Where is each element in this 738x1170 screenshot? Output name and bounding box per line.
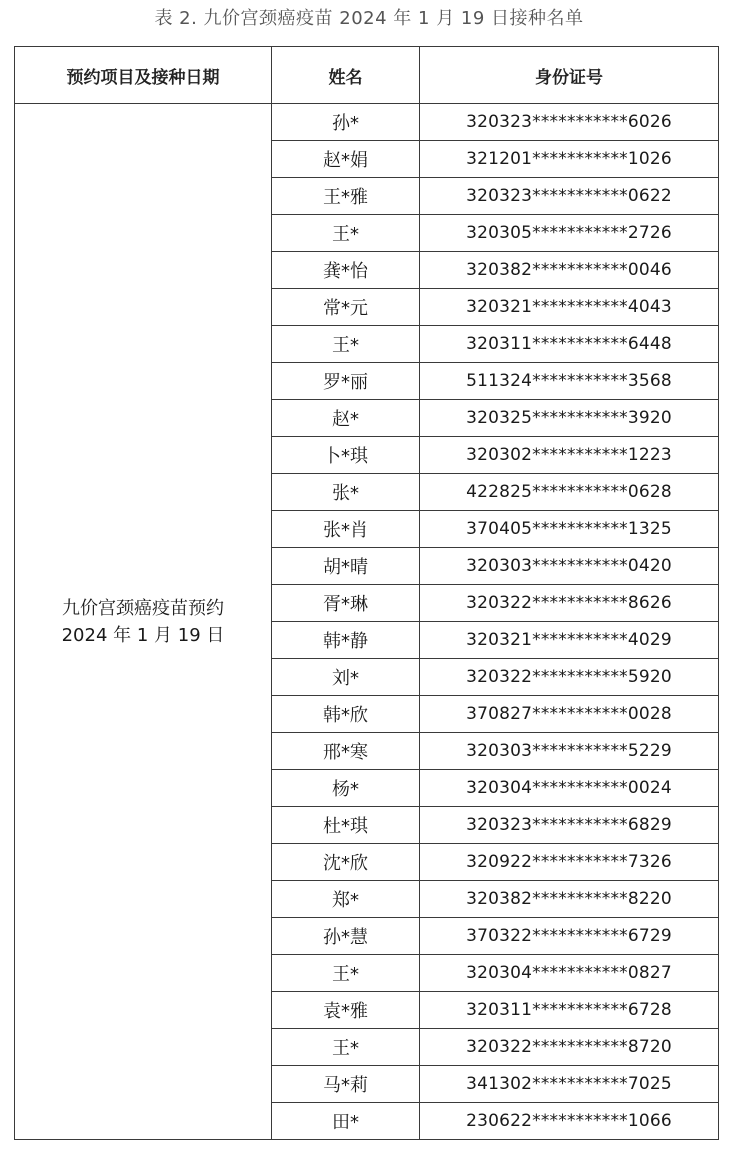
person-name-cell: 张*肖 <box>272 511 420 548</box>
id-number-cell: 320303***********5229 <box>420 733 719 770</box>
person-name-cell: 王* <box>272 1029 420 1066</box>
person-name-cell: 杨* <box>272 770 420 807</box>
person-name-cell: 王* <box>272 326 420 363</box>
id-number-cell: 511324***********3568 <box>420 363 719 400</box>
vaccination-date: 2024 年 1 月 19 日 <box>61 624 225 646</box>
id-number-cell: 370322***********6729 <box>420 918 719 955</box>
id-number-cell: 320304***********0827 <box>420 955 719 992</box>
person-name-cell: 张* <box>272 474 420 511</box>
table-caption: 表 2. 九价宫颈癌疫苗 2024 年 1 月 19 日接种名单 <box>154 8 584 29</box>
id-number-cell: 320325***********3920 <box>420 400 719 437</box>
header-name: 姓名 <box>272 47 420 104</box>
table-row <box>15 104 719 141</box>
id-number-cell: 320304***********0024 <box>420 770 719 807</box>
id-number-cell: 422825***********0628 <box>420 474 719 511</box>
id-number-cell: 320302***********1223 <box>420 437 719 474</box>
id-number-cell: 320311***********6728 <box>420 992 719 1029</box>
id-number-cell: 341302***********7025 <box>420 1066 719 1103</box>
id-number-cell: 320322***********8626 <box>420 585 719 622</box>
person-name-cell: 沈*欣 <box>272 844 420 881</box>
person-name-cell: 王* <box>272 955 420 992</box>
header-row <box>15 47 719 104</box>
person-name-cell: 罗*丽 <box>272 363 420 400</box>
person-name-cell: 杜*琪 <box>272 807 420 844</box>
person-name-cell: 韩*欣 <box>272 696 420 733</box>
person-name-cell: 田* <box>272 1103 420 1140</box>
person-name-cell: 孙* <box>272 104 420 141</box>
id-number-cell: 370827***********0028 <box>420 696 719 733</box>
id-number-cell: 320323***********6829 <box>420 807 719 844</box>
id-number-cell: 230622***********1066 <box>420 1103 719 1140</box>
person-name-cell: 郑* <box>272 881 420 918</box>
header-id-number: 身份证号 <box>420 47 719 104</box>
person-name-cell: 刘* <box>272 659 420 696</box>
person-name-cell: 邢*寒 <box>272 733 420 770</box>
id-number-cell: 320323***********0622 <box>420 178 719 215</box>
id-number-cell: 320322***********5920 <box>420 659 719 696</box>
id-number-cell: 320303***********0420 <box>420 548 719 585</box>
header-project-date: 预约项目及接种日期 <box>15 47 272 104</box>
id-number-cell: 320922***********7326 <box>420 844 719 881</box>
id-number-cell: 320382***********0046 <box>420 252 719 289</box>
person-name-cell: 王* <box>272 215 420 252</box>
person-name-cell: 胡*晴 <box>272 548 420 585</box>
person-name-cell: 赵*娟 <box>272 141 420 178</box>
id-number-cell: 320323***********6026 <box>420 104 719 141</box>
person-name-cell: 常*元 <box>272 289 420 326</box>
id-number-cell: 320322***********8720 <box>420 1029 719 1066</box>
id-number-cell: 321201***********1026 <box>420 141 719 178</box>
project-date-cell <box>15 104 272 1140</box>
person-name-cell: 袁*雅 <box>272 992 420 1029</box>
person-name-cell: 龚*怡 <box>272 252 420 289</box>
person-name-cell: 卜*琪 <box>272 437 420 474</box>
id-number-cell: 320321***********4029 <box>420 622 719 659</box>
id-number-cell: 370405***********1325 <box>420 511 719 548</box>
person-name-cell: 王*雅 <box>272 178 420 215</box>
project-name: 九价宫颈癌疫苗预约 <box>62 597 224 619</box>
person-name-cell: 韩*静 <box>272 622 420 659</box>
roster-body <box>15 104 719 1140</box>
person-name-cell: 胥*琳 <box>272 585 420 622</box>
id-number-cell: 320382***********8220 <box>420 881 719 918</box>
person-name-cell: 马*莉 <box>272 1066 420 1103</box>
id-number-cell: 320321***********4043 <box>420 289 719 326</box>
vaccination-roster-table <box>14 46 719 1140</box>
person-name-cell: 赵* <box>272 400 420 437</box>
id-number-cell: 320305***********2726 <box>420 215 719 252</box>
id-number-cell: 320311***********6448 <box>420 326 719 363</box>
person-name-cell: 孙*慧 <box>272 918 420 955</box>
